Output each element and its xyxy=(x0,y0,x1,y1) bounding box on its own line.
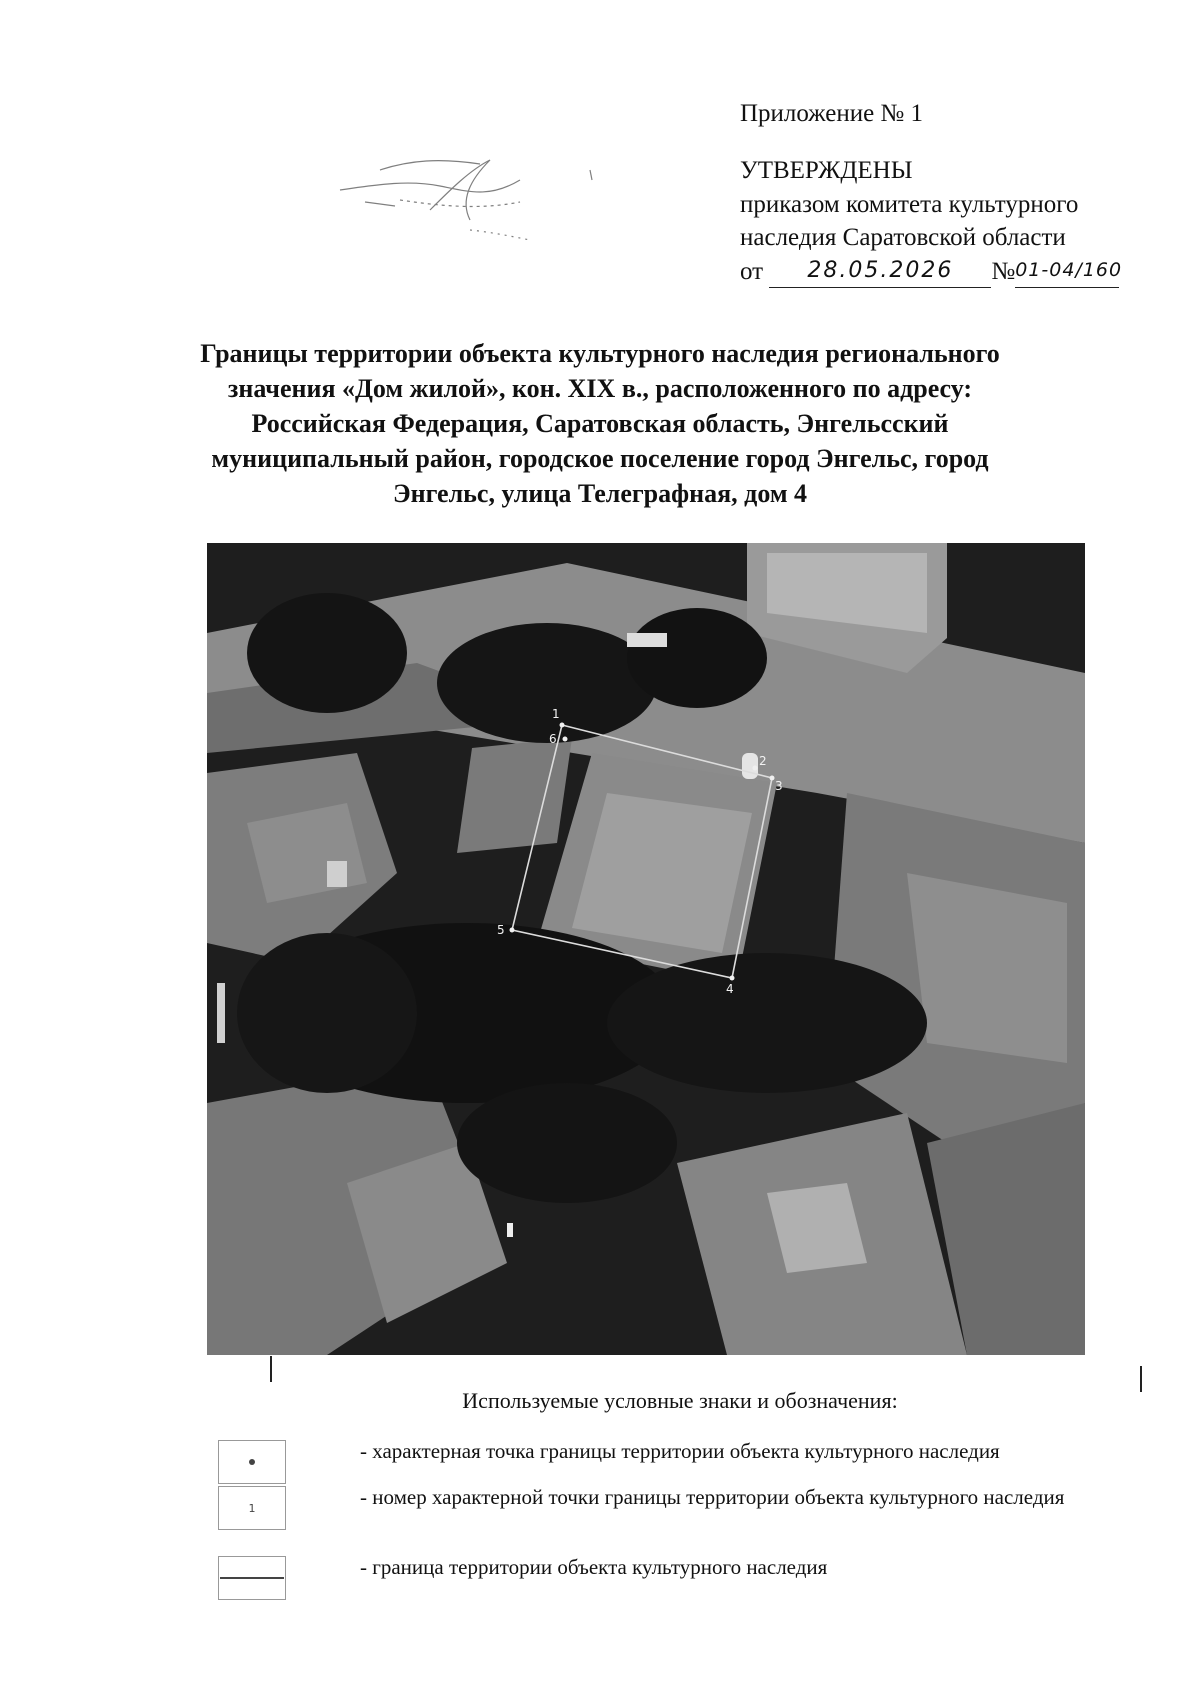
approval-order-line: приказом комитета культурного xyxy=(740,191,1079,218)
legend-symbol-line xyxy=(218,1556,286,1600)
document-title: Границы территории объекта культурного наследия регионального значения «Дом жилой», кон. XIX в., расположенного по адресу: Российская Федерация, Саратовская область, Энгельсский муниципальный район, городское поселение город Энгельс, город Энгельс, улица Телеграфная, дом 4 xyxy=(200,339,1000,508)
legend-item-text: - номер характерной точки границы территории объекта культурного наследия xyxy=(360,1485,1065,1509)
aerial-map-image xyxy=(207,543,1085,1355)
boundary-point-3 xyxy=(770,776,775,781)
boundary-point-5 xyxy=(510,928,515,933)
point-label-1: 1 xyxy=(552,707,560,721)
boundary-point-2 xyxy=(753,766,758,771)
point-label-4: 4 xyxy=(726,982,734,996)
point-label-5: 5 xyxy=(497,923,505,937)
from-prefix: от xyxy=(740,258,764,285)
approved-heading: УТВЕРЖДЕНЫ xyxy=(740,157,913,184)
point-label-6: 6 xyxy=(549,732,557,746)
line-icon xyxy=(220,1577,284,1579)
margin-tick-right xyxy=(1140,1366,1142,1392)
legend-item-point xyxy=(218,1438,1118,1484)
boundary-point-6 xyxy=(563,737,568,742)
legend-item-boundary xyxy=(218,1554,1118,1600)
point-label-2: 2 xyxy=(759,754,767,768)
number-prefix: № xyxy=(991,258,1016,285)
margin-tick-left xyxy=(270,1356,272,1382)
legend-number-sample: 1 xyxy=(248,1501,256,1515)
order-date: 28.05.2026 xyxy=(769,254,991,288)
legend-symbol-number xyxy=(218,1486,286,1530)
point-label-3: 3 xyxy=(775,779,783,793)
dot-icon xyxy=(249,1459,255,1465)
aerial-map xyxy=(207,543,1085,1355)
approval-block xyxy=(740,100,1140,288)
legend-item-number xyxy=(218,1484,1118,1554)
legend-item-text: - граница территории объекта культурного наследия xyxy=(360,1555,828,1579)
order-date-number xyxy=(740,254,1140,288)
boundary-point-4 xyxy=(730,976,735,981)
legend-title: Используемые условные знаки и обозначения: xyxy=(462,1388,898,1413)
approval-authority-line: наследия Саратовской области xyxy=(740,224,1066,251)
legend-item-text: - характерная точка границы территории объекта культурного наследия xyxy=(360,1439,1000,1463)
appendix-label: Приложение № 1 xyxy=(740,100,924,127)
order-number: 01-04/160 xyxy=(1015,254,1119,288)
signature-scribble xyxy=(320,140,650,250)
legend xyxy=(218,1438,1118,1600)
legend-symbol-dot xyxy=(218,1440,286,1484)
boundary-point-1 xyxy=(560,723,565,728)
